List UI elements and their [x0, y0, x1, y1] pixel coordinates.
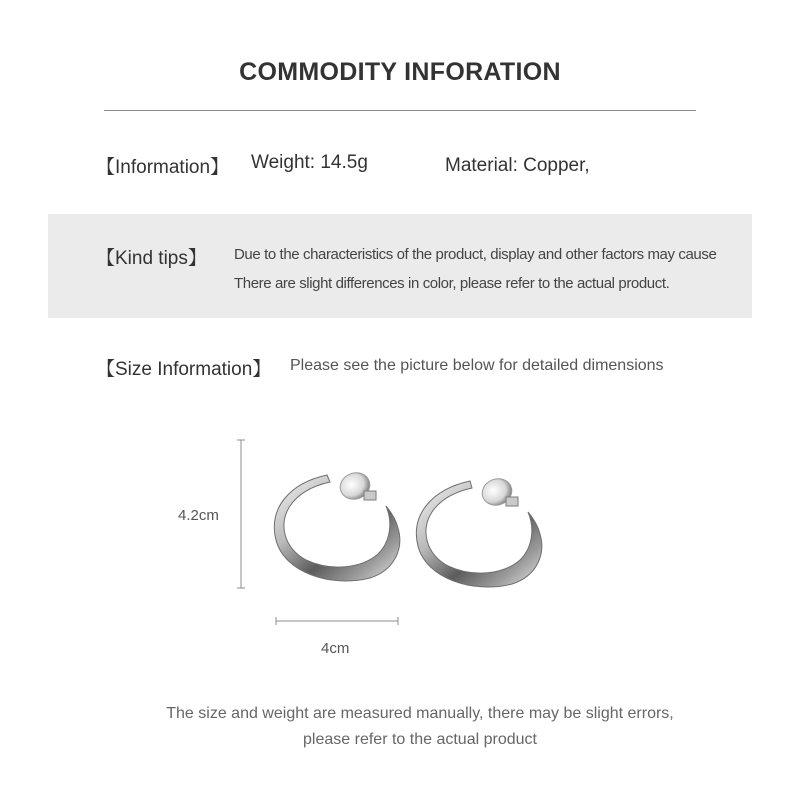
kind-tips-line-1: Due to the characteristics of the product, display and other factors may cause	[234, 246, 717, 263]
width-dimension-line	[276, 617, 398, 625]
right-hoop-earring	[416, 475, 541, 587]
footer-note-line-2: please refer to the actual product	[303, 731, 537, 748]
width-measurement: 4cm	[321, 640, 350, 657]
size-information-label: 【Size Information】	[96, 359, 272, 380]
footer-note-line-1: The size and weight are measured manually, there may be slight errors,	[166, 705, 674, 722]
page-title: COMMODITY INFORATION	[239, 58, 561, 86]
weight-value: Weight: 14.5g	[251, 152, 368, 173]
material-value: Material: Copper,	[445, 155, 590, 176]
kind-tips-line-2: There are slight differences in color, please refer to the actual product.	[234, 275, 670, 292]
size-information-description: Please see the picture below for detailed dimensions	[290, 357, 664, 374]
left-hoop-earring	[274, 469, 399, 581]
height-measurement: 4.2cm	[178, 507, 219, 524]
information-label: 【Information】	[96, 157, 230, 178]
kind-tips-label: 【Kind tips】	[96, 248, 207, 269]
height-dimension-line	[237, 440, 245, 588]
